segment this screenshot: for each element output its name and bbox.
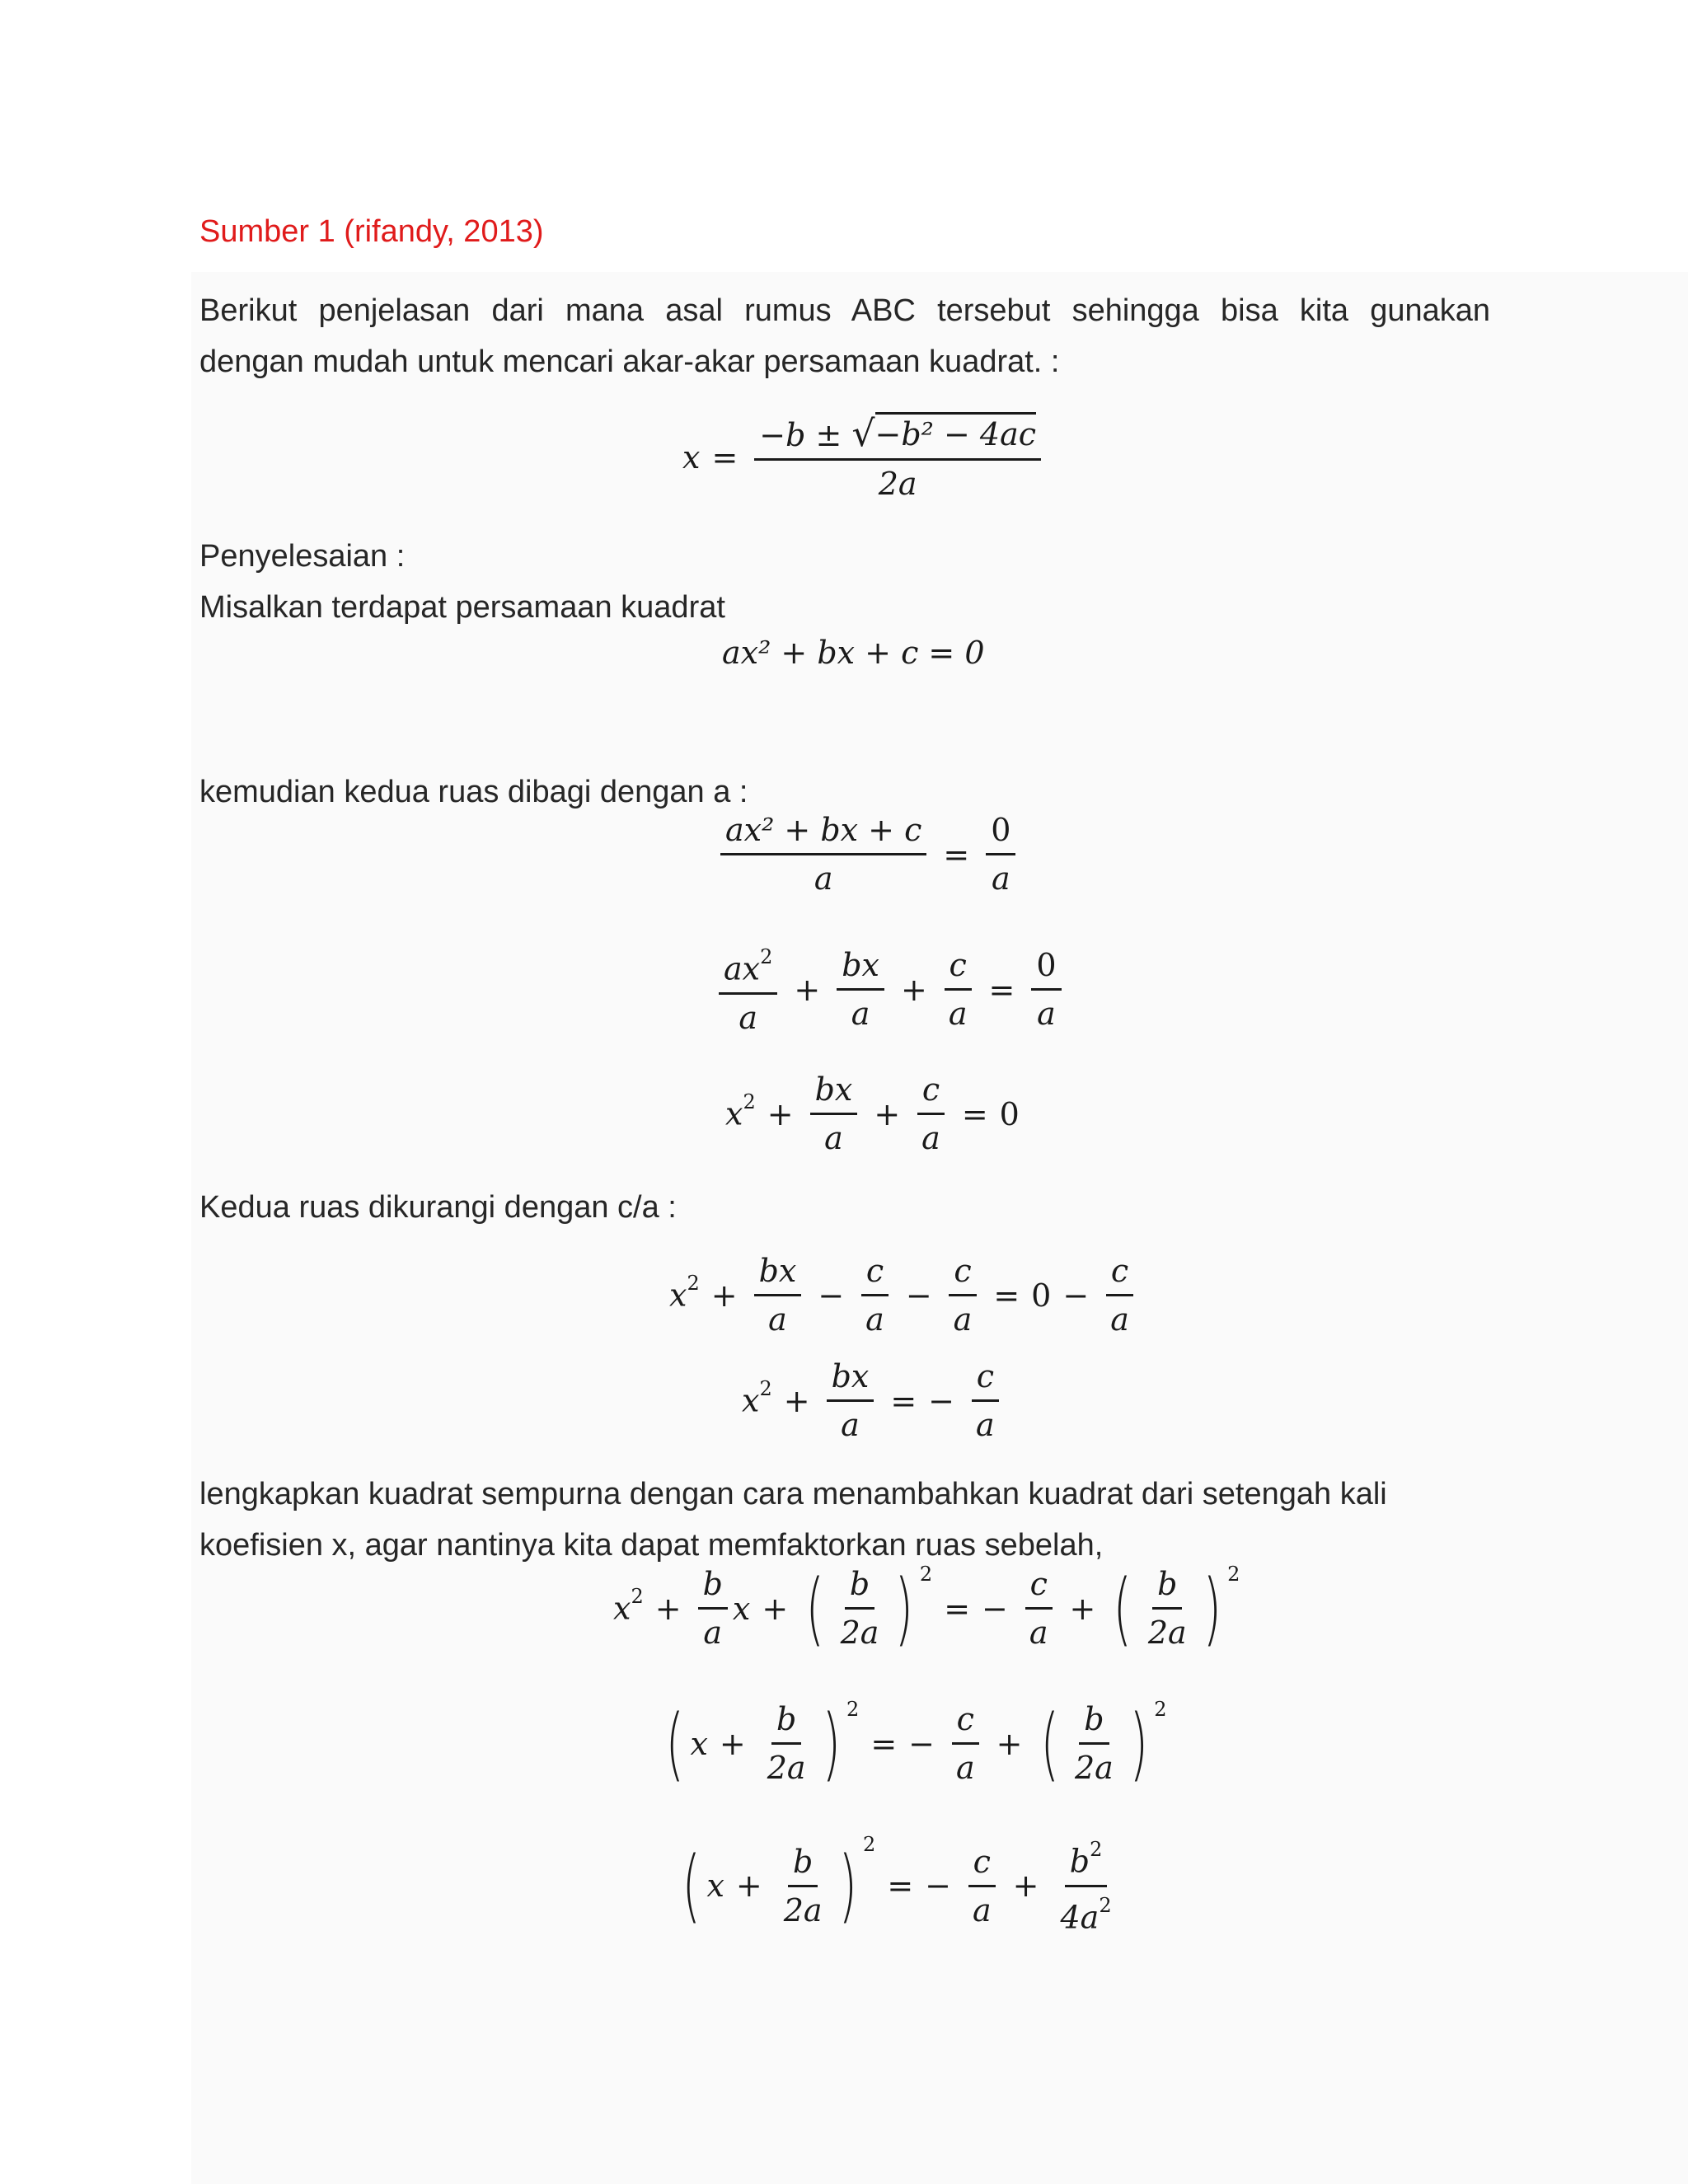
frac-c-over-a <box>968 1844 996 1929</box>
denominator: 2a <box>840 1615 879 1651</box>
equals-sign: = <box>944 1590 971 1627</box>
plus-sign: + <box>783 1382 810 1419</box>
denominator: a <box>1037 996 1056 1033</box>
exponent: 2 <box>759 1377 772 1401</box>
formula-fraction <box>754 412 1041 502</box>
plus-sign: + <box>654 1590 682 1627</box>
exponent: 2 <box>631 1585 644 1609</box>
eq-divide-1 <box>715 812 1020 897</box>
numerator: c <box>968 1844 996 1887</box>
frac-b2-over-4a2 <box>1056 1836 1117 1935</box>
formula-lhs: x <box>682 438 701 476</box>
sqrt-sign: √ <box>851 413 875 455</box>
exponent: 2 <box>743 1090 756 1114</box>
eq-complete-2 <box>659 1697 1167 1790</box>
left-paren: ( <box>1039 1697 1059 1790</box>
suppose-text: Misalkan terdapat persamaan kuadrat <box>199 590 725 625</box>
denominator: a <box>824 1120 843 1156</box>
frac-c-over-a <box>917 1071 945 1156</box>
numerator: bx <box>754 1253 802 1296</box>
denominator: 2a <box>1147 1615 1187 1651</box>
plus-sign: + <box>900 971 927 1008</box>
complete-line-1: lengkapkan kuadrat sempurna dengan cara menambahkan kuadrat dari setengah kali <box>199 1477 1387 1511</box>
frac-b-over-2a <box>1143 1566 1192 1651</box>
left-paren: ( <box>665 1697 684 1790</box>
plus-sign: + <box>1012 1868 1039 1905</box>
right-paren: ) <box>894 1562 914 1655</box>
numerator: 0 <box>1031 947 1061 991</box>
frac-c-over-a <box>971 1358 1000 1443</box>
frac-b-over-2a <box>779 1844 828 1929</box>
intro-line-2: dengan mudah untuk mencari akar-akar persamaan kuadrat. : <box>199 344 1060 379</box>
numerator: b <box>788 1844 818 1887</box>
x-squared <box>613 1585 644 1627</box>
denominator: 2a <box>767 1750 806 1786</box>
frac-c-over-a <box>1105 1253 1134 1338</box>
plus-sign: + <box>767 1095 794 1132</box>
plus-sign: + <box>794 971 821 1008</box>
equals-sign: = <box>870 1725 898 1762</box>
plus-sign: + <box>762 1590 789 1627</box>
denominator: a <box>953 1301 973 1338</box>
minus-sign: − <box>905 1277 932 1314</box>
denominator: a <box>976 1407 995 1443</box>
equals-sign: = <box>943 836 970 873</box>
frac-bx-over-a <box>837 947 884 1032</box>
numerator: ax² + bx + c <box>720 812 926 855</box>
solution-label: Penyelesaian : <box>199 539 406 574</box>
numerator <box>719 944 777 995</box>
zero: 0 <box>1031 1277 1052 1314</box>
denominator: a <box>921 1120 940 1156</box>
eq-subtract-1 <box>669 1253 1139 1338</box>
left-paren: ( <box>805 1562 825 1655</box>
b-term: b <box>1069 1843 1090 1880</box>
frac-c-over-a <box>951 1701 980 1786</box>
numerator <box>1065 1836 1108 1887</box>
subtract-text: Kedua ruas dikurangi dengan c/a : <box>199 1190 677 1225</box>
frac-c-over-a <box>860 1253 889 1338</box>
left-paren: ( <box>1113 1562 1132 1655</box>
denominator: a <box>851 996 870 1033</box>
plus-sign: + <box>996 1725 1023 1762</box>
x-term: x <box>742 1382 760 1419</box>
formula-sqrt <box>851 412 1037 455</box>
exponent: 2 <box>1227 1563 1240 1586</box>
minus-sign: − <box>908 1725 935 1762</box>
exponent: 2 <box>1090 1838 1103 1861</box>
formula-equals: = <box>711 438 738 476</box>
plus-sign: + <box>719 1725 746 1762</box>
x-term: x <box>669 1277 687 1314</box>
denominator: a <box>1029 1615 1048 1651</box>
equals-sign: = <box>890 1382 917 1419</box>
equals-sign: = <box>988 971 1015 1008</box>
denominator: a <box>1110 1301 1129 1338</box>
plus-sign: + <box>1069 1590 1096 1627</box>
numerator: 0 <box>986 812 1015 855</box>
intro-line-1: Berikut penjelasan dari mana asal rumus ABC tersebut sehingga bisa kita gunakan <box>199 293 1490 328</box>
exponent: 2 <box>1099 1893 1112 1917</box>
x-term: x <box>613 1590 631 1627</box>
frac-zero-over-a <box>1031 947 1061 1032</box>
frac-whole-over-a <box>720 812 926 897</box>
formula-num-b: −b ± <box>759 417 842 453</box>
frac-bx-over-a <box>810 1071 858 1156</box>
exponent: 2 <box>760 945 773 968</box>
eq-complete-1 <box>613 1562 1240 1655</box>
numerator: c <box>972 1358 999 1402</box>
minus-sign: − <box>925 1868 951 1905</box>
frac-b-over-2a <box>836 1566 884 1651</box>
numerator: bx <box>810 1071 858 1115</box>
frac-b-over-a <box>698 1566 728 1651</box>
denominator <box>1056 1887 1117 1936</box>
formula-numerator <box>754 412 1041 461</box>
numerator: c <box>1106 1253 1133 1296</box>
denominator: a <box>768 1301 787 1338</box>
x-term: x <box>725 1095 743 1132</box>
plus-sign: + <box>710 1277 738 1314</box>
exponent: 2 <box>687 1272 700 1296</box>
numerator: bx <box>837 947 884 991</box>
numerator: b <box>1079 1701 1109 1745</box>
frac-c-over-a <box>949 1253 978 1338</box>
exponent: 2 <box>846 1698 860 1721</box>
minus-sign: − <box>982 1590 1008 1627</box>
formula-denominator: 2a <box>878 466 917 502</box>
numerator: b <box>845 1566 874 1610</box>
complete-line-2: koefisien x, agar nantinya kita dapat memfaktorkan ruas sebelah, <box>199 1528 1104 1563</box>
plus-sign: + <box>735 1868 762 1905</box>
right-paren: ) <box>1129 1697 1148 1790</box>
numerator: c <box>945 947 972 991</box>
frac-bx-over-a <box>827 1358 874 1443</box>
numerator: c <box>952 1701 979 1745</box>
left-paren: ( <box>682 1840 701 1933</box>
eq-divide-2 <box>714 944 1067 1036</box>
right-paren: ) <box>822 1697 841 1790</box>
eq-complete-3 <box>676 1833 1122 1936</box>
eq-subtract-2 <box>742 1358 1005 1443</box>
exponent: 2 <box>1154 1698 1167 1721</box>
exponent: 2 <box>863 1833 876 1856</box>
numerator: c <box>917 1071 945 1115</box>
ax-term: ax <box>724 950 761 987</box>
frac-c-over-a <box>944 947 973 1032</box>
denominator: a <box>973 1891 992 1929</box>
frac-c-over-a <box>1025 1566 1053 1651</box>
x-squared <box>669 1272 700 1314</box>
numerator: b <box>1152 1566 1182 1610</box>
x-term: x <box>690 1725 708 1762</box>
formula-radicand: −b² − 4ac <box>875 412 1037 452</box>
minus-sign: − <box>818 1277 845 1314</box>
4a-term: 4a <box>1060 1899 1100 1936</box>
denominator: 2a <box>783 1891 823 1929</box>
numerator: c <box>861 1253 889 1296</box>
frac-ax2-over-a <box>719 944 777 1036</box>
denominator: a <box>703 1615 723 1651</box>
divide-text: kemudian kedua ruas dibagi dengan a : <box>199 775 748 809</box>
minus-sign: − <box>1062 1277 1090 1314</box>
exponent: 2 <box>919 1563 933 1586</box>
denominator: a <box>865 1301 884 1338</box>
equals-sign: = <box>887 1868 914 1905</box>
numerator: b <box>771 1701 801 1745</box>
numerator: c <box>1025 1566 1053 1610</box>
denominator: a <box>841 1407 860 1443</box>
right-paren: ) <box>838 1840 857 1933</box>
denominator: a <box>948 996 968 1033</box>
x-squared <box>742 1377 772 1419</box>
right-paren: ) <box>1203 1562 1221 1655</box>
denominator: a <box>814 860 833 897</box>
denominator: 2a <box>1074 1750 1114 1786</box>
abc-formula <box>682 412 1046 502</box>
x-term: x <box>706 1868 724 1905</box>
denominator: a <box>956 1750 975 1786</box>
plus-sign: + <box>874 1095 901 1132</box>
equals-sign: = <box>993 1277 1020 1314</box>
frac-b-over-2a <box>1070 1701 1118 1786</box>
x-term: x <box>732 1590 751 1627</box>
eq-divide-3 <box>725 1071 1020 1156</box>
numerator: b <box>698 1566 728 1610</box>
denominator: a <box>991 860 1010 897</box>
source-heading: Sumber 1 (rifandy, 2013) <box>199 214 544 249</box>
numerator: bx <box>827 1358 874 1402</box>
denominator: a <box>738 999 758 1036</box>
quadratic-equation: ax² + bx + c = 0 <box>722 635 985 671</box>
frac-bx-over-a <box>754 1253 802 1338</box>
minus-sign: − <box>928 1382 955 1419</box>
zero: 0 <box>999 1095 1020 1132</box>
equals-sign: = <box>961 1095 988 1132</box>
frac-zero-over-a <box>986 812 1015 897</box>
x-squared <box>725 1090 756 1132</box>
frac-b-over-2a <box>762 1701 811 1786</box>
numerator: c <box>949 1253 976 1296</box>
